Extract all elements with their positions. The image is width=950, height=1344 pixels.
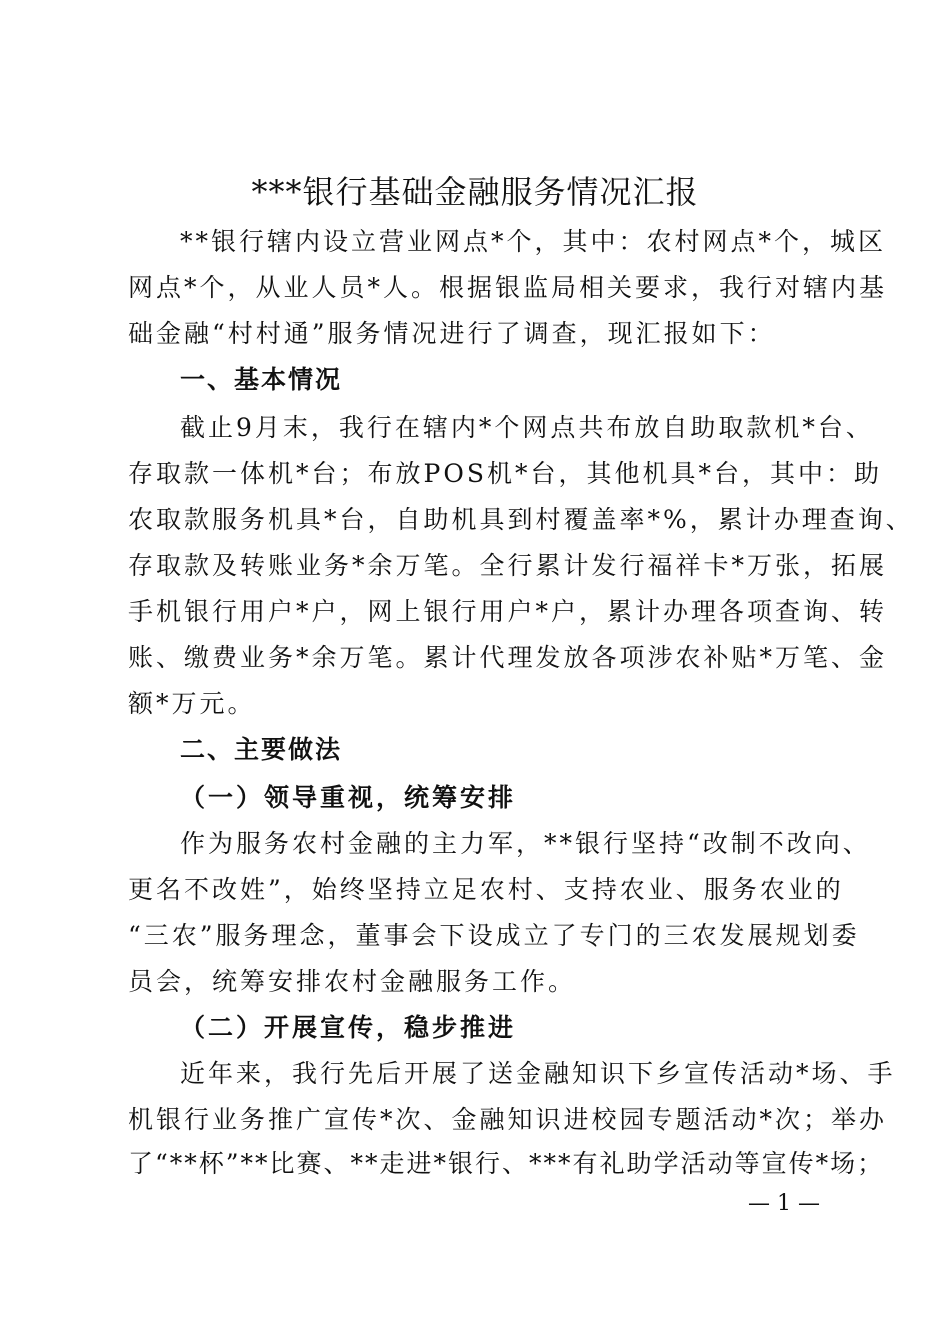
page-number: — 1 — [748, 1191, 820, 1216]
sub1-line-2: 更名不改姓”，始终坚持立足农村、支持农业、服务农业的 [128, 875, 844, 904]
intro-line-3: 础金融“村村通”服务情况进行了调查，现汇报如下： [128, 319, 776, 348]
subsection-heading-2: （二）开展宣传，稳步推进 [180, 1013, 517, 1042]
intro-line-2: 网点*个，从业人员*人。根据银监局相关要求，我行对辖内基 [128, 273, 888, 302]
section1-line-7: 额*万元。 [128, 689, 256, 718]
section-heading-basic: 一、基本情况 [180, 365, 343, 394]
subsection-heading-1: （一）领导重视，统筹安排 [180, 783, 517, 812]
section1-line-4: 存取款及转账业务*余万笔。全行累计发行福祥卡*万张，拓展 [128, 551, 888, 580]
section1-line-1: 截止9月末，我行在辖内*个网点共布放自助取款机*台、 [180, 413, 874, 442]
sub2-line-3: 了“**杯”**比赛、**走进*银行、***有礼助学活动等宣传*场； [128, 1149, 885, 1178]
sub1-line-4: 员会，统筹安排农村金融服务工作。 [128, 967, 577, 996]
sub1-line-1: 作为服务农村金融的主力军，**银行坚持“改制不改向、 [180, 829, 871, 858]
section1-line-2: 存取款一体机*台；布放POS机*台，其他机具*台，其中：助 [128, 459, 882, 488]
sub2-line-1: 近年来，我行先后开展了送金融知识下乡宣传活动*场、手 [180, 1059, 896, 1088]
document-title: ***银行基础金融服务情况汇报 [251, 173, 699, 211]
sub1-line-3: “三农”服务理念，董事会下设成立了专门的三农发展规划委 [128, 921, 860, 950]
sub2-line-2: 机银行业务推广宣传*次、金融知识进校园专题活动*次；举办 [128, 1105, 888, 1134]
section1-line-6: 账、缴费业务*余万笔。累计代理发放各项涉农补贴*万笔、金 [128, 643, 888, 672]
section-heading-practices: 二、主要做法 [180, 735, 343, 764]
intro-line-1: **银行辖内设立营业网点*个，其中：农村网点*个，城区 [180, 227, 887, 256]
section1-line-3: 农取款服务机具*台，自助机具到村覆盖率*%，累计办理查询、 [128, 505, 914, 534]
section1-line-5: 手机银行用户*户，网上银行用户*户，累计办理各项查询、转 [128, 597, 888, 626]
